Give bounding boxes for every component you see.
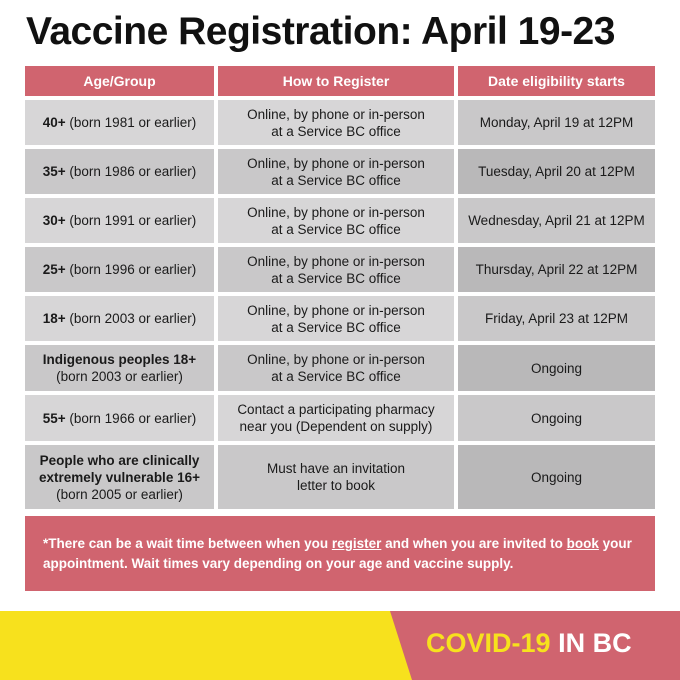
age-group-line-2: (born 2003 or earlier) — [56, 369, 183, 384]
age-group-line-1: People who are clinically — [39, 452, 200, 468]
age-group-cell — [25, 296, 214, 341]
table-row — [25, 198, 655, 243]
registration-table — [25, 66, 655, 513]
register-line-2: at a Service BC office — [271, 221, 401, 237]
note-text-1: *There can be a wait time between when you — [43, 536, 332, 551]
register-line-2: near you (Dependent on supply) — [239, 419, 433, 434]
register-line-1: Online, by phone or in-person — [247, 155, 425, 171]
register-line-2: letter to book — [296, 478, 376, 493]
age-group-bold: 40+ — [42, 115, 66, 130]
table-row — [25, 395, 655, 441]
age-group-bold: 55+ — [42, 410, 66, 426]
age-group-rest: (born 1986 or earlier) — [65, 164, 197, 179]
age-group-rest: (born 1981 or earlier) — [65, 115, 197, 130]
age-group-rest: (born 1991 or earlier) — [65, 213, 197, 228]
register-line-1: Online, by phone or in-person — [247, 204, 425, 220]
date-cell: Friday, April 23 at 12PM — [458, 296, 655, 341]
register-line-1: Online, by phone or in-person — [247, 302, 425, 318]
table-row — [25, 296, 655, 341]
age-group-bold: 25+ — [42, 262, 66, 277]
age-group-bold: 35+ — [42, 164, 66, 179]
table-row — [25, 445, 655, 509]
age-group-cell — [25, 100, 214, 145]
register-line-1: Online, by phone or in-person — [247, 352, 425, 367]
date-cell: Ongoing — [458, 445, 655, 509]
age-group-line-3: (born 2005 or earlier) — [56, 486, 183, 502]
age-group-cell — [25, 445, 214, 509]
age-group-rest: (born 2003 or earlier) — [65, 311, 197, 326]
register-line-1: Must have an invitation — [266, 461, 406, 476]
note-text-2: and when you are invited to — [381, 536, 567, 551]
register-cell — [218, 296, 454, 341]
register-line-1: Online, by phone or in-person — [247, 253, 425, 269]
age-group-bold: 18+ — [42, 311, 66, 326]
date-cell: Wednesday, April 21 at 12PM — [458, 198, 655, 243]
age-group-bold: 30+ — [42, 213, 66, 228]
age-group-cell — [25, 149, 214, 194]
wait-time-note — [25, 516, 655, 591]
header-age-group: Age/Group — [25, 66, 214, 96]
age-group-line-1: Indigenous peoples 18+ — [42, 352, 197, 367]
age-group-cell — [25, 247, 214, 292]
register-cell — [218, 395, 454, 441]
table-row — [25, 247, 655, 292]
brand-in-bc: IN BC — [558, 628, 632, 658]
register-line-2: at a Service BC office — [271, 270, 401, 286]
header-how-to-register: How to Register — [218, 66, 454, 96]
age-group-rest: (born 1996 or earlier) — [65, 262, 197, 277]
date-cell: Monday, April 19 at 12PM — [458, 100, 655, 145]
age-group-line-2: extremely vulnerable 16+ — [39, 469, 200, 485]
age-group-cell — [25, 345, 214, 391]
register-line-1: Online, by phone or in-person — [247, 106, 425, 122]
age-group-cell — [25, 395, 214, 441]
register-line-2: at a Service BC office — [271, 172, 401, 188]
date-cell: Thursday, April 22 at 12PM — [458, 247, 655, 292]
table-row — [25, 149, 655, 194]
register-line-2: at a Service BC office — [271, 369, 401, 384]
register-line-2: at a Service BC office — [271, 123, 401, 139]
brand-covid19: COVID-19 — [426, 628, 551, 658]
register-line-1: Contact a participating pharmacy — [237, 402, 435, 417]
date-cell: Ongoing — [458, 395, 655, 441]
date-cell: Ongoing — [458, 345, 655, 391]
register-line-2: at a Service BC office — [271, 319, 401, 335]
table-row — [25, 100, 655, 145]
age-group-rest: (born 1966 or earlier) — [65, 410, 197, 426]
register-cell — [218, 198, 454, 243]
register-cell — [218, 345, 454, 391]
register-cell — [218, 100, 454, 145]
age-group-cell — [25, 198, 214, 243]
header-date-eligibility: Date eligibility starts — [458, 66, 655, 96]
covid-19-in-bc-logo — [426, 628, 632, 659]
note-text-3: your appointment. Wait times vary depending on your age and vaccine supply. — [43, 536, 632, 571]
register-cell — [218, 445, 454, 509]
book-link[interactable]: book — [566, 536, 599, 551]
table-header-row — [25, 66, 655, 96]
table-row — [25, 345, 655, 391]
register-cell — [218, 149, 454, 194]
date-cell: Tuesday, April 20 at 12PM — [458, 149, 655, 194]
register-link[interactable]: register — [331, 536, 382, 551]
register-cell — [218, 247, 454, 292]
page-title: Vaccine Registration: April 19-23 — [26, 10, 615, 53]
